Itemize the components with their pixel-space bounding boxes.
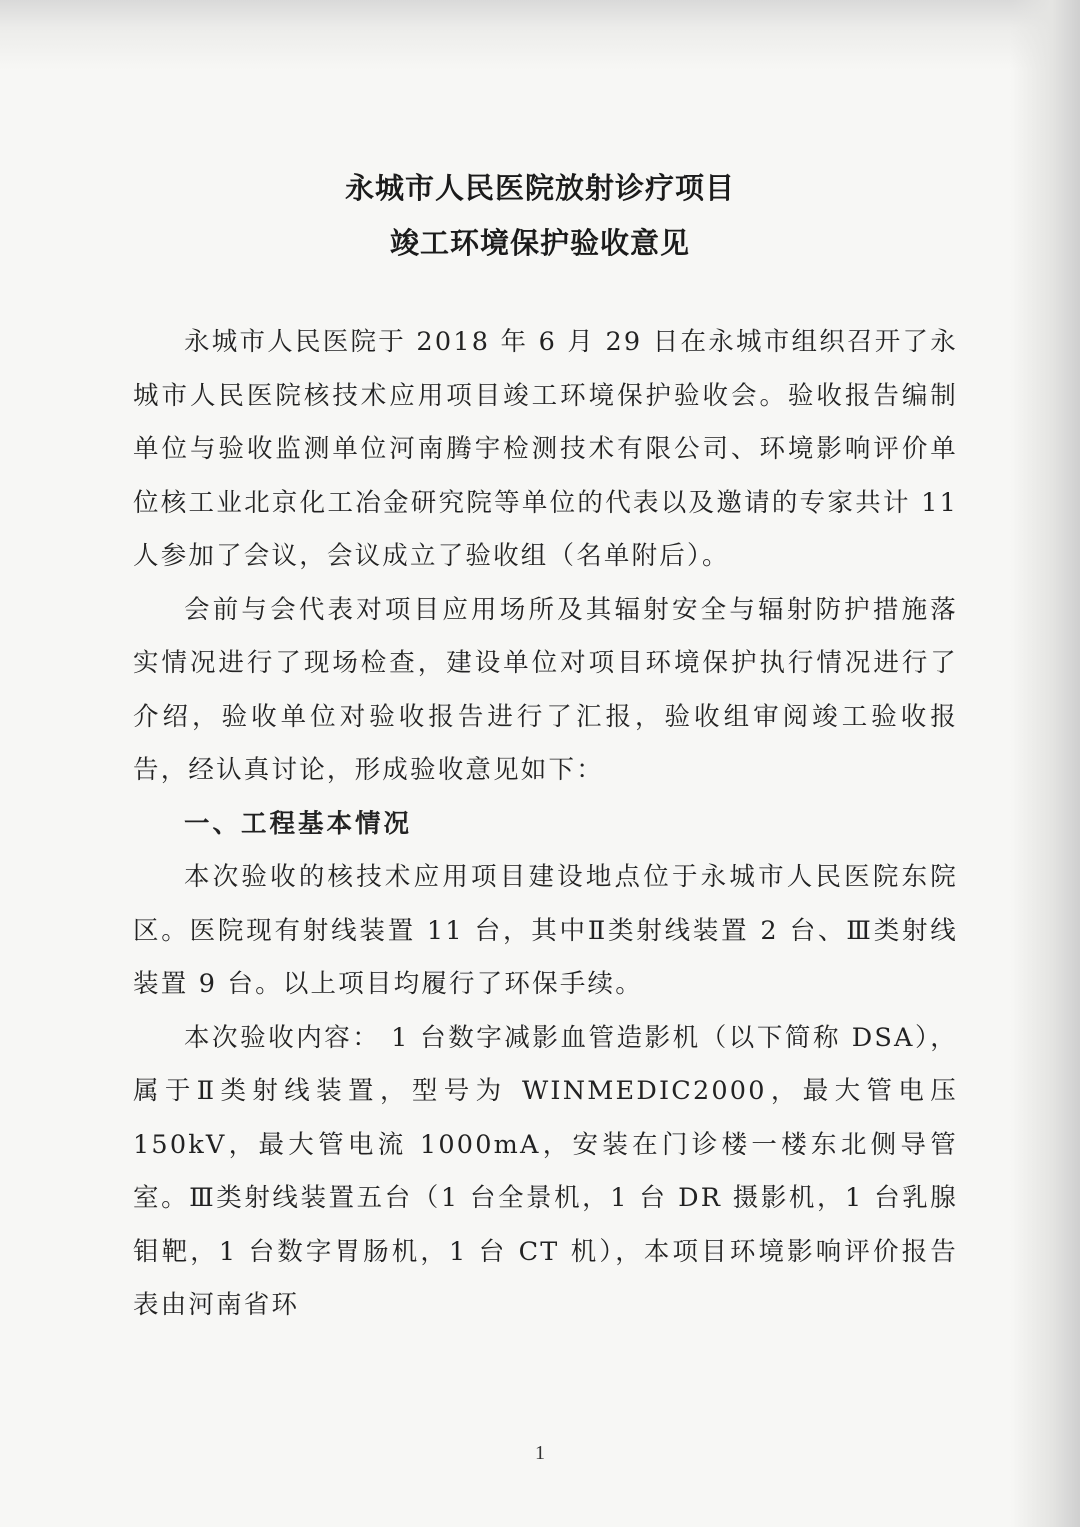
scan-shadow-top bbox=[0, 0, 1080, 70]
paragraph-project-location: 本次验收的核技术应用项目建设地点位于永城市人民医院东院区。医院现有射线装置 11 台，其中Ⅱ类射线装置 2 台、Ⅲ类射线装置 9 台。以上项目均履行了环保手续。 bbox=[133, 862, 958, 999]
document-title-line2: 竣工环境保护验收意见 bbox=[389, 226, 690, 260]
paragraph-meeting-intro: 永城市人民医院于 2018 年 6 月 29 日在永城市组织召开了永城市人民医院核技术应用项目竣工环境保护验收会。验收报告编制单位与验收监测单位河南腾宇检测技术有限公司、环境影响评价单位核工业北京化工冶金研究院等单位的代表以及邀请的专家共计 11 人参加了会议，会议成立了验收组（名单附后）。 bbox=[133, 327, 958, 571]
paragraph-acceptance-content: 本次验收内容： 1 台数字减影血管造影机（以下简称 DSA），属于Ⅱ类射线装置，型号为 WINMEDIC2000，最大管电压 150kV，最大管电流 1000mA，安装在门诊楼一楼东北侧导管室。Ⅲ类射线装置五台（1 台全景机，1 台 DR 摄影机，1 台乳腺钼靶，1 台数字胃肠机，1 台 CT 机），本项目环境影响评价报告表由河南省环 bbox=[133, 1022, 958, 1320]
document-body bbox=[133, 316, 958, 1333]
paragraph-inspection: 会前与会代表对项目应用场所及其辐射安全与辐射防护措施落实情况进行了现场检查，建设单位对项目环境保护执行情况进行了介绍，验收单位对验收报告进行了汇报，验收组审阅竣工验收报告，经认真讨论，形成验收意见如下： bbox=[133, 594, 958, 785]
document-title-line1: 永城市人民医院放射诊疗项目 bbox=[344, 171, 735, 205]
section-heading-project-overview: 一、工程基本情况 bbox=[184, 808, 413, 839]
page-number: 1 bbox=[535, 1442, 545, 1464]
